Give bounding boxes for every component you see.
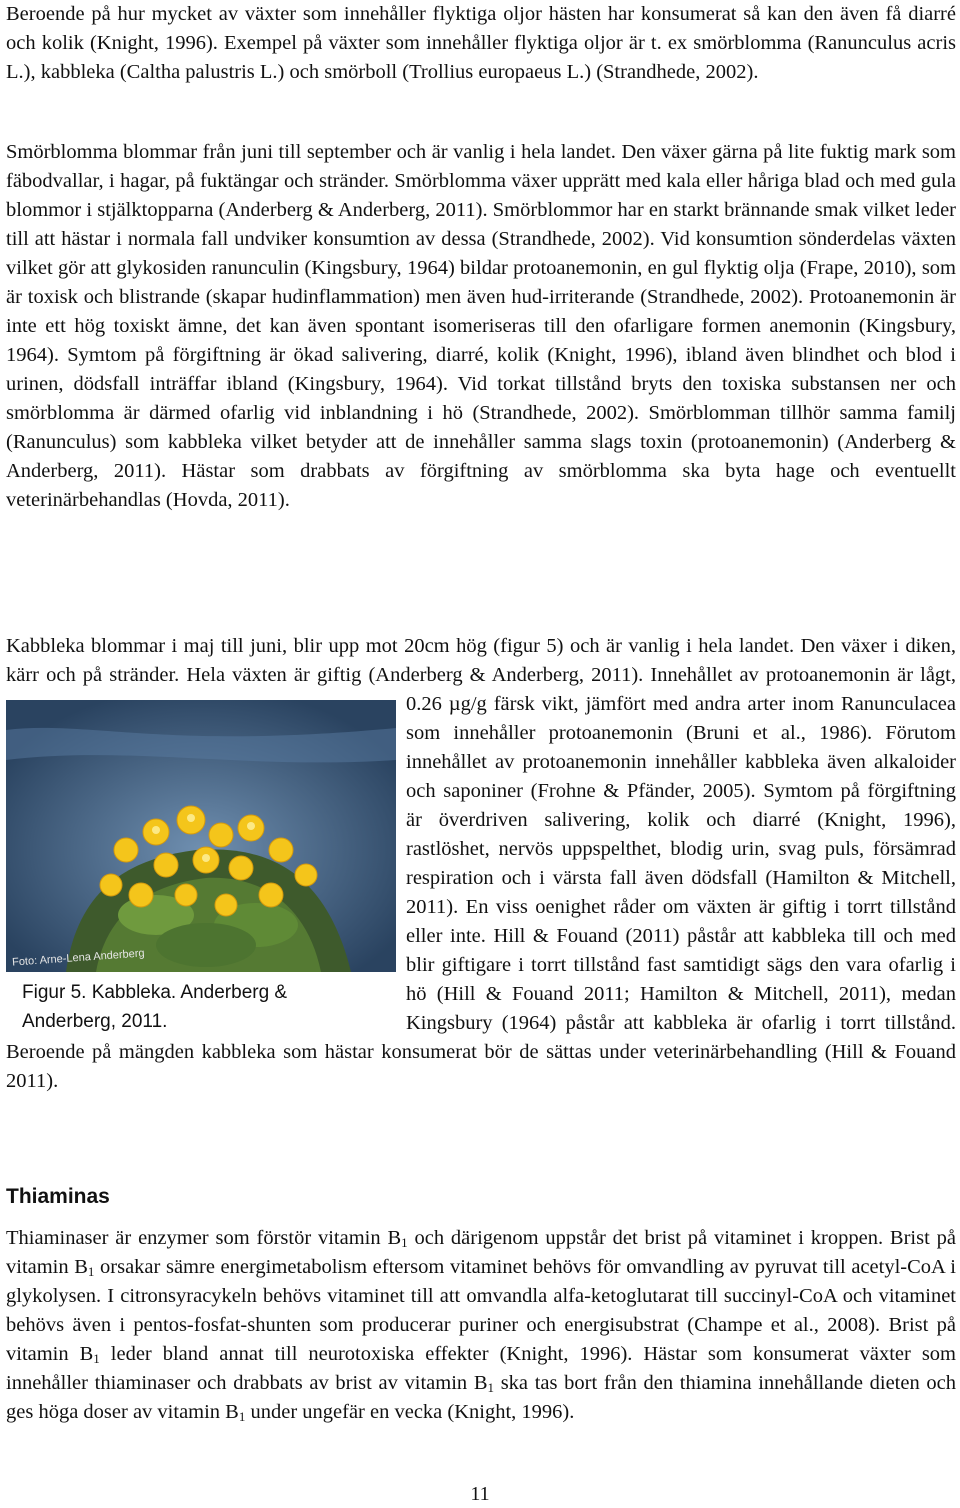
- text-segment: under ungefär en vecka (Knight, 1996).: [245, 1401, 575, 1423]
- figure-caption: Figur 5. Kabbleka. Anderberg & Anderberg, 2011.: [22, 982, 288, 1032]
- subscript: 1: [93, 1351, 100, 1366]
- subscript: 1: [487, 1380, 495, 1395]
- kabbleka-photo-illustration: [6, 700, 396, 972]
- kabbleka-photo: [6, 700, 396, 972]
- photo-credit: Foto: Arne-Lena Anderberg: [11, 947, 145, 969]
- text-segment: leder bland annat till neurotoxiska effekter (Knight, 1996). Hästar som konsumerat växter som innehåller thiaminaser och drabbats av brist av vitamin B: [6, 1343, 957, 1394]
- section-heading: Thiaminas: [6, 1185, 110, 1208]
- text-segment: Thiaminaser är enzymer som förstör vitamin B: [6, 1227, 402, 1249]
- page-number: 11: [470, 1483, 490, 1505]
- text-segment: ska tas bort från den thiamina innehållande dieten och ges höga doser av vitamin B: [6, 1372, 956, 1423]
- text-segment: och därigenom uppstår det brist på vitaminet i kroppen. Brist på vitamin B: [6, 1227, 956, 1278]
- subscript: 1: [87, 1264, 95, 1279]
- paragraph-volatile-oils: Beroende på hur mycket av växter som innehåller flyktiga oljor hästen har konsumerat så kan den även få diarré och kolik (Knight, 1996). Exempel på växter som innehåller flyktiga oljor är t. ex smörblomma (Ranunculus acris L.), kabbleka (Caltha palustris L.) och smörboll (Trollius europaeus L.) (Strandhede, 2002).: [6, 3, 956, 83]
- subscript: 1: [238, 1409, 246, 1424]
- paragraph-smorblomma: Smörblomma blommar från juni till september och är vanlig i hela landet. Den växer gärna på lite fuktig mark som fäbodvallar, i hagar, på fuktängar och stränder. Smörblomma växer upprätt med kala eller håriga blad och med gula blommor i stjälktopparna (Anderberg & Anderberg, 2011). Smörblommor har en starkt brännande smak vilket leder till att hästar i normala fall undviker konsumtion av dessa (Strandhede, 2002). Vid konsumtion sönderdelas växten vilket gör att glykosiden ranunculin (Kingsbury, 1964) bildar protoanemonin, en gul flyktig olja (Frape, 2010), som är toxisk och blistrande (skapar hudinflammation) men även hud-irriterande (Strandhede, 2002). Protoanemonin är inte ett hög toxiskt ämne, det kan även spontant isomeriseras till den ofarligare formen anemonin (Kingsbury, 1964). Symtom på förgiftning är ökad salivering, diarré, kolik (Knight, 1996), ibland även blindhet och blod i urinen, dödsfall inträffar ibland (Kingsbury, 1964). Vid torkat tillstånd bryts den toxiska substansen ner och smörblomma är därmed ofarlig vid inblandning i hö (Strandhede, 2002). Smörblomman tillhör samma familj (Ranunculus) som kabbleka vilket betyder att de innehåller samma slags toxin (protoanemonin) (Anderberg & Anderberg, 2011). Hästar som drabbats av förgiftning av smörblomma ska byta hage och eventuellt veterinärbehandlas (Hovda, 2011).: [6, 141, 956, 511]
- text-segment: orsakar sämre energimetabolism eftersom vitaminet behövs för omvandling av pyruvat till acetyl-CoA i glykolysen. I citronsyracykeln behövs vitaminet till att omvandla alfa-ketoglutarat till succinyl-CoA och vitaminet behövs även i pentos-fosfat-shunten som producerar puriner och energisubstrat (Champe et al., 2008). Brist på vitamin B: [6, 1256, 956, 1365]
- kabbleka-text: Kabbleka blommar i maj till juni, blir upp mot 20cm hög (figur 5) och är vanlig i hela landet. Den växer i diken, kärr och på stränder. Hela växten är giftig (Anderberg & Anderberg, 2011). Innehållet av protoanemonin är lågt, 0.26 µg/g färsk vikt, jämfört med andra arter inom Ranunculacea som innehåller protoanemonin (Bruni et al., 1986). Förutom innehållet av protoanemonin innehåller kabbleka även alkaloider och saponiner (Frohne & Pfänder, 2005). Symtom på förgiftning är överdriven salivering, kolik och diarré (Knight, 1996), rastlöshet, nervös uppspelthet, blodig urin, svag puls, försämrad respiration och i värsta fall även dödsfall (Hamilton & Mitchell, 2011). En viss oenighet råder om växten är giftig i torrt tillstånd eller inte. Hill & Fouand (2011) påstår att kabbleka till och med blir giftigare i torrt tillstånd fast samtidigt sägs den vara ofarlig i hö (Hill & Fouand 2011; Hamilton & Mitchell, 2011), medan Kingsbury (1964) påstår att kabbleka är ofarlig i torrt tillstånd. Beroende på mängden kabbleka som hästar konsumerat bör de sättas under veterinärbehandling (Hill & Fouand 2011).: [6, 635, 956, 1092]
- subscript: 1: [401, 1235, 408, 1250]
- paragraph-thiaminas: [6, 1224, 956, 1427]
